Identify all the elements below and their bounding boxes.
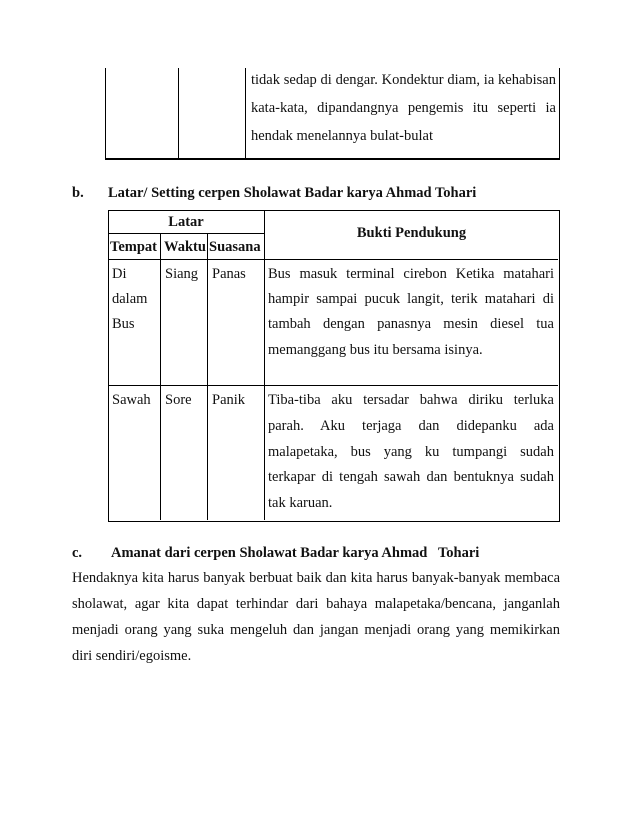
table-divider [207, 233, 208, 520]
table-divider [264, 210, 265, 520]
cell-bukti-line: hampir sampai pucuk langit, terik matahari di [268, 291, 554, 307]
paragraph-line: sholawat, agar kita dapat terhindar dari bahaya malapetaka/bencana, janganlah [72, 596, 560, 612]
paragraph-line: Hendaknya kita harus banyak berbuat baik dan kita harus banyak-banyak membaca [72, 570, 560, 586]
section-title: Latar/ Setting cerpen Sholawat Badar karya Ahmad Tohari [108, 185, 477, 201]
header-suasana: Suasana [209, 239, 261, 255]
table-divider [108, 385, 558, 386]
table-cell-line: kata-kata, dipandangnya pengemis itu seperti ia [251, 100, 556, 116]
paragraph-line: diri sendiri/egoisme. [72, 648, 192, 664]
cell-bukti-line: Tiba-tiba aku tersadar bahwa diriku terluka [268, 392, 554, 408]
table-cell-line: tidak sedap di dengar. Kondektur diam, ia kehabisan [251, 72, 556, 88]
table-divider [108, 259, 558, 260]
cell-waktu: Siang [165, 266, 199, 282]
cell-waktu: Sore [165, 392, 192, 408]
table-divider [245, 68, 246, 158]
cell-tempat: Di [112, 266, 127, 282]
cell-bukti-line: tambah dengan panasnya mesin diesel tua [268, 316, 554, 332]
cell-bukti-line: tak karuan. [268, 495, 333, 511]
cell-tempat: dalam [112, 291, 148, 307]
table-divider [108, 233, 264, 234]
table-cell-line: hendak menelannya bulat-bulat [251, 128, 433, 144]
section-marker: b. [72, 185, 84, 201]
cell-tempat: Sawah [112, 392, 151, 408]
cell-bukti-line: parah. Aku terjaga dan didepanku ada [268, 418, 554, 434]
cell-bukti-line: memanggang bus itu bersama isinya. [268, 342, 483, 358]
table-divider [160, 233, 161, 520]
paragraph-line: menjadi orang yang suka mengeluh dan jangan menjadi orang yang memikirkan [72, 622, 560, 638]
header-tempat: Tempat [110, 239, 157, 255]
cell-bukti-line: malapetaka, bus yang ku tumpangi sudah [268, 444, 554, 460]
header-waktu: Waktu [164, 239, 206, 255]
header-latar: Latar [168, 214, 204, 230]
cell-tempat: Bus [112, 316, 135, 332]
cell-suasana: Panas [212, 266, 246, 282]
cell-bukti-line: Bus masuk terminal cirebon Ketika matahari [268, 266, 554, 282]
section-marker: c. [72, 545, 83, 561]
cell-suasana: Panik [212, 392, 246, 408]
header-bukti: Bukti Pendukung [356, 225, 467, 241]
table-divider [178, 68, 179, 158]
section-title: Amanat dari cerpen Sholawat Badar karya Ahmad Tohari [111, 545, 480, 561]
cell-bukti-line: terkapar di tengah sawah dan bentuknya sudah [268, 469, 554, 485]
